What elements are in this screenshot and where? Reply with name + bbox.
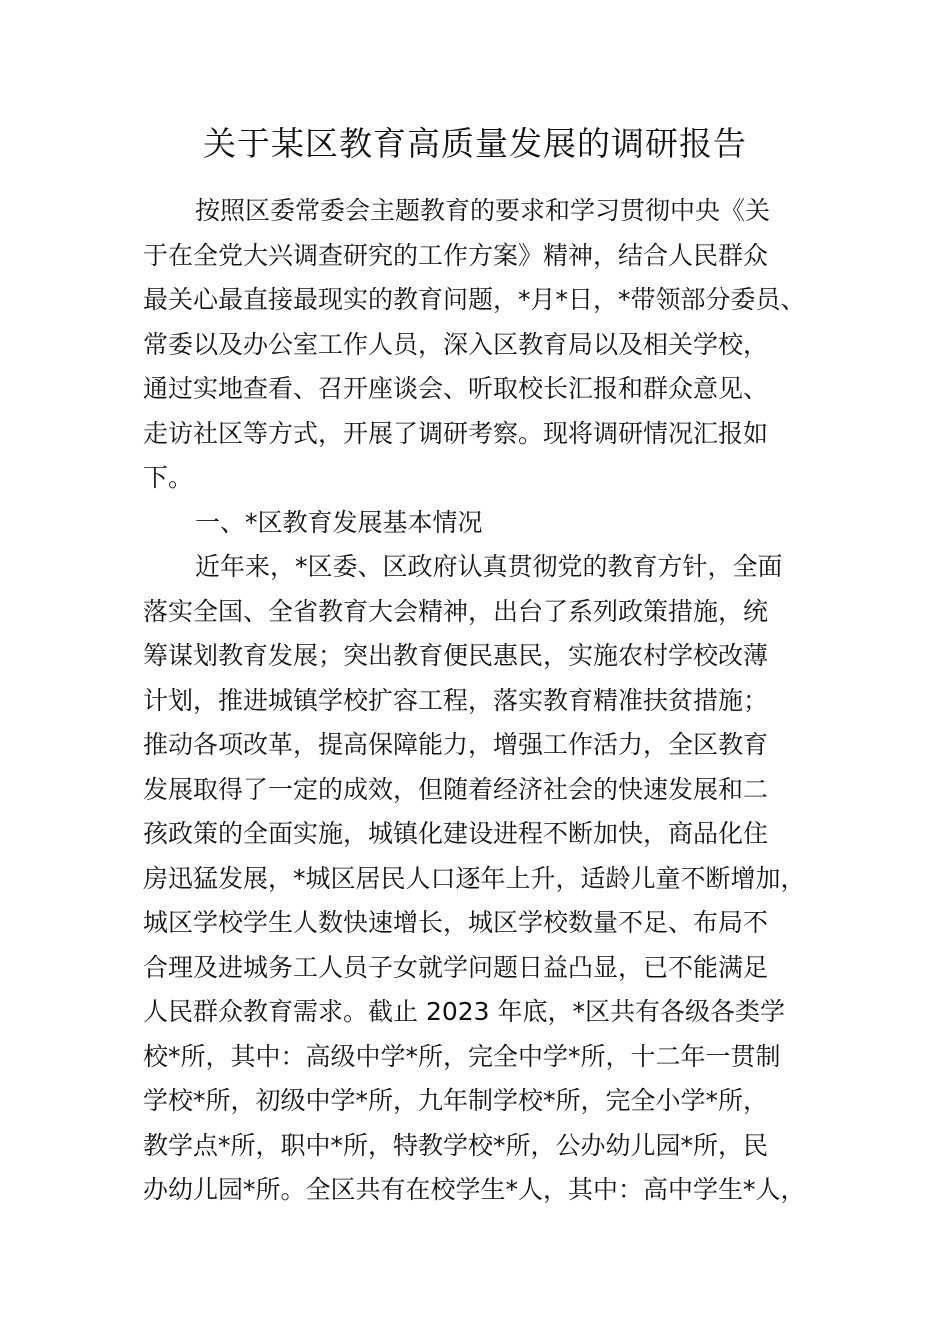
- paragraph-line: 通过实地查看、召开座谈会、听取校长汇报和群众意见、: [143, 374, 769, 403]
- paragraph-line: 计划，推进城镇学校扩容工程，落实教育精准扶贫措施；: [143, 685, 769, 715]
- section-heading: 一、*区教育发展基本情况: [195, 507, 483, 537]
- paragraph-line: 走访社区等方式，开展了调研考察。现将调研情况汇报如: [143, 418, 769, 448]
- paragraph-line: 常委以及办公室工作人员，深入区教育局以及相关学校，: [143, 329, 769, 359]
- paragraph-line: 按照区委常委会主题教育的要求和学习贯彻中央《关: [195, 196, 771, 225]
- paragraph-line: 孩政策的全面实施，城镇化建设进程不断加快，商品化住: [143, 819, 769, 848]
- document-title: 关于某区教育高质量发展的调研报告: [203, 124, 747, 163]
- paragraph-line: 最关心最直接最现实的教育问题，*月*日，*带领部分委员、: [143, 285, 806, 314]
- document-body: [143, 189, 823, 1213]
- paragraph-line: 学校*所，初级中学*所，九年制学校*所，完全小学*所，: [143, 1086, 769, 1115]
- paragraph-line: 教学点*所，职中*所，特教学校*所，公办幼儿园*所，民: [143, 1130, 769, 1160]
- paragraph-line: 于在全党大兴调查研究的工作方案》精神，结合人民群众: [143, 240, 769, 270]
- paragraph-line: 房迅猛发展，*城区居民人口逐年上升，适龄儿童不断增加，: [143, 863, 806, 893]
- paragraph-line: 下。: [143, 463, 194, 492]
- paragraph-line: 校*所，其中：高级中学*所，完全中学*所，十二年一贯制: [143, 1041, 781, 1071]
- paragraph-line: 发展取得了一定的成效，但随着经济社会的快速发展和二: [143, 774, 769, 804]
- paragraph-line: 合理及进城务工人员子女就学问题日益凸显，已不能满足: [143, 952, 769, 982]
- paragraph-line: 落实全国、全省教育大会精神，出台了系列政策措施，统: [143, 596, 769, 626]
- paragraph-line: 筹谋划教育发展；突出教育便民惠民，实施农村学校改薄: [143, 641, 769, 670]
- paragraph-line: 人民群众教育需求。截止 2023 年底，*区共有各级各类学: [143, 997, 786, 1026]
- paragraph-line: 推动各项改革，提高保障能力，增强工作活力，全区教育: [143, 730, 769, 759]
- paragraph-line: 城区学校学生人数快速增长，城区学校数量不足、布局不: [143, 908, 769, 937]
- paragraph-line: 近年来，*区委、区政府认真贯彻党的教育方针，全面: [195, 552, 783, 581]
- paragraph-line: 办幼儿园*所。全区共有在校学生*人，其中：高中学生*人，: [143, 1175, 806, 1204]
